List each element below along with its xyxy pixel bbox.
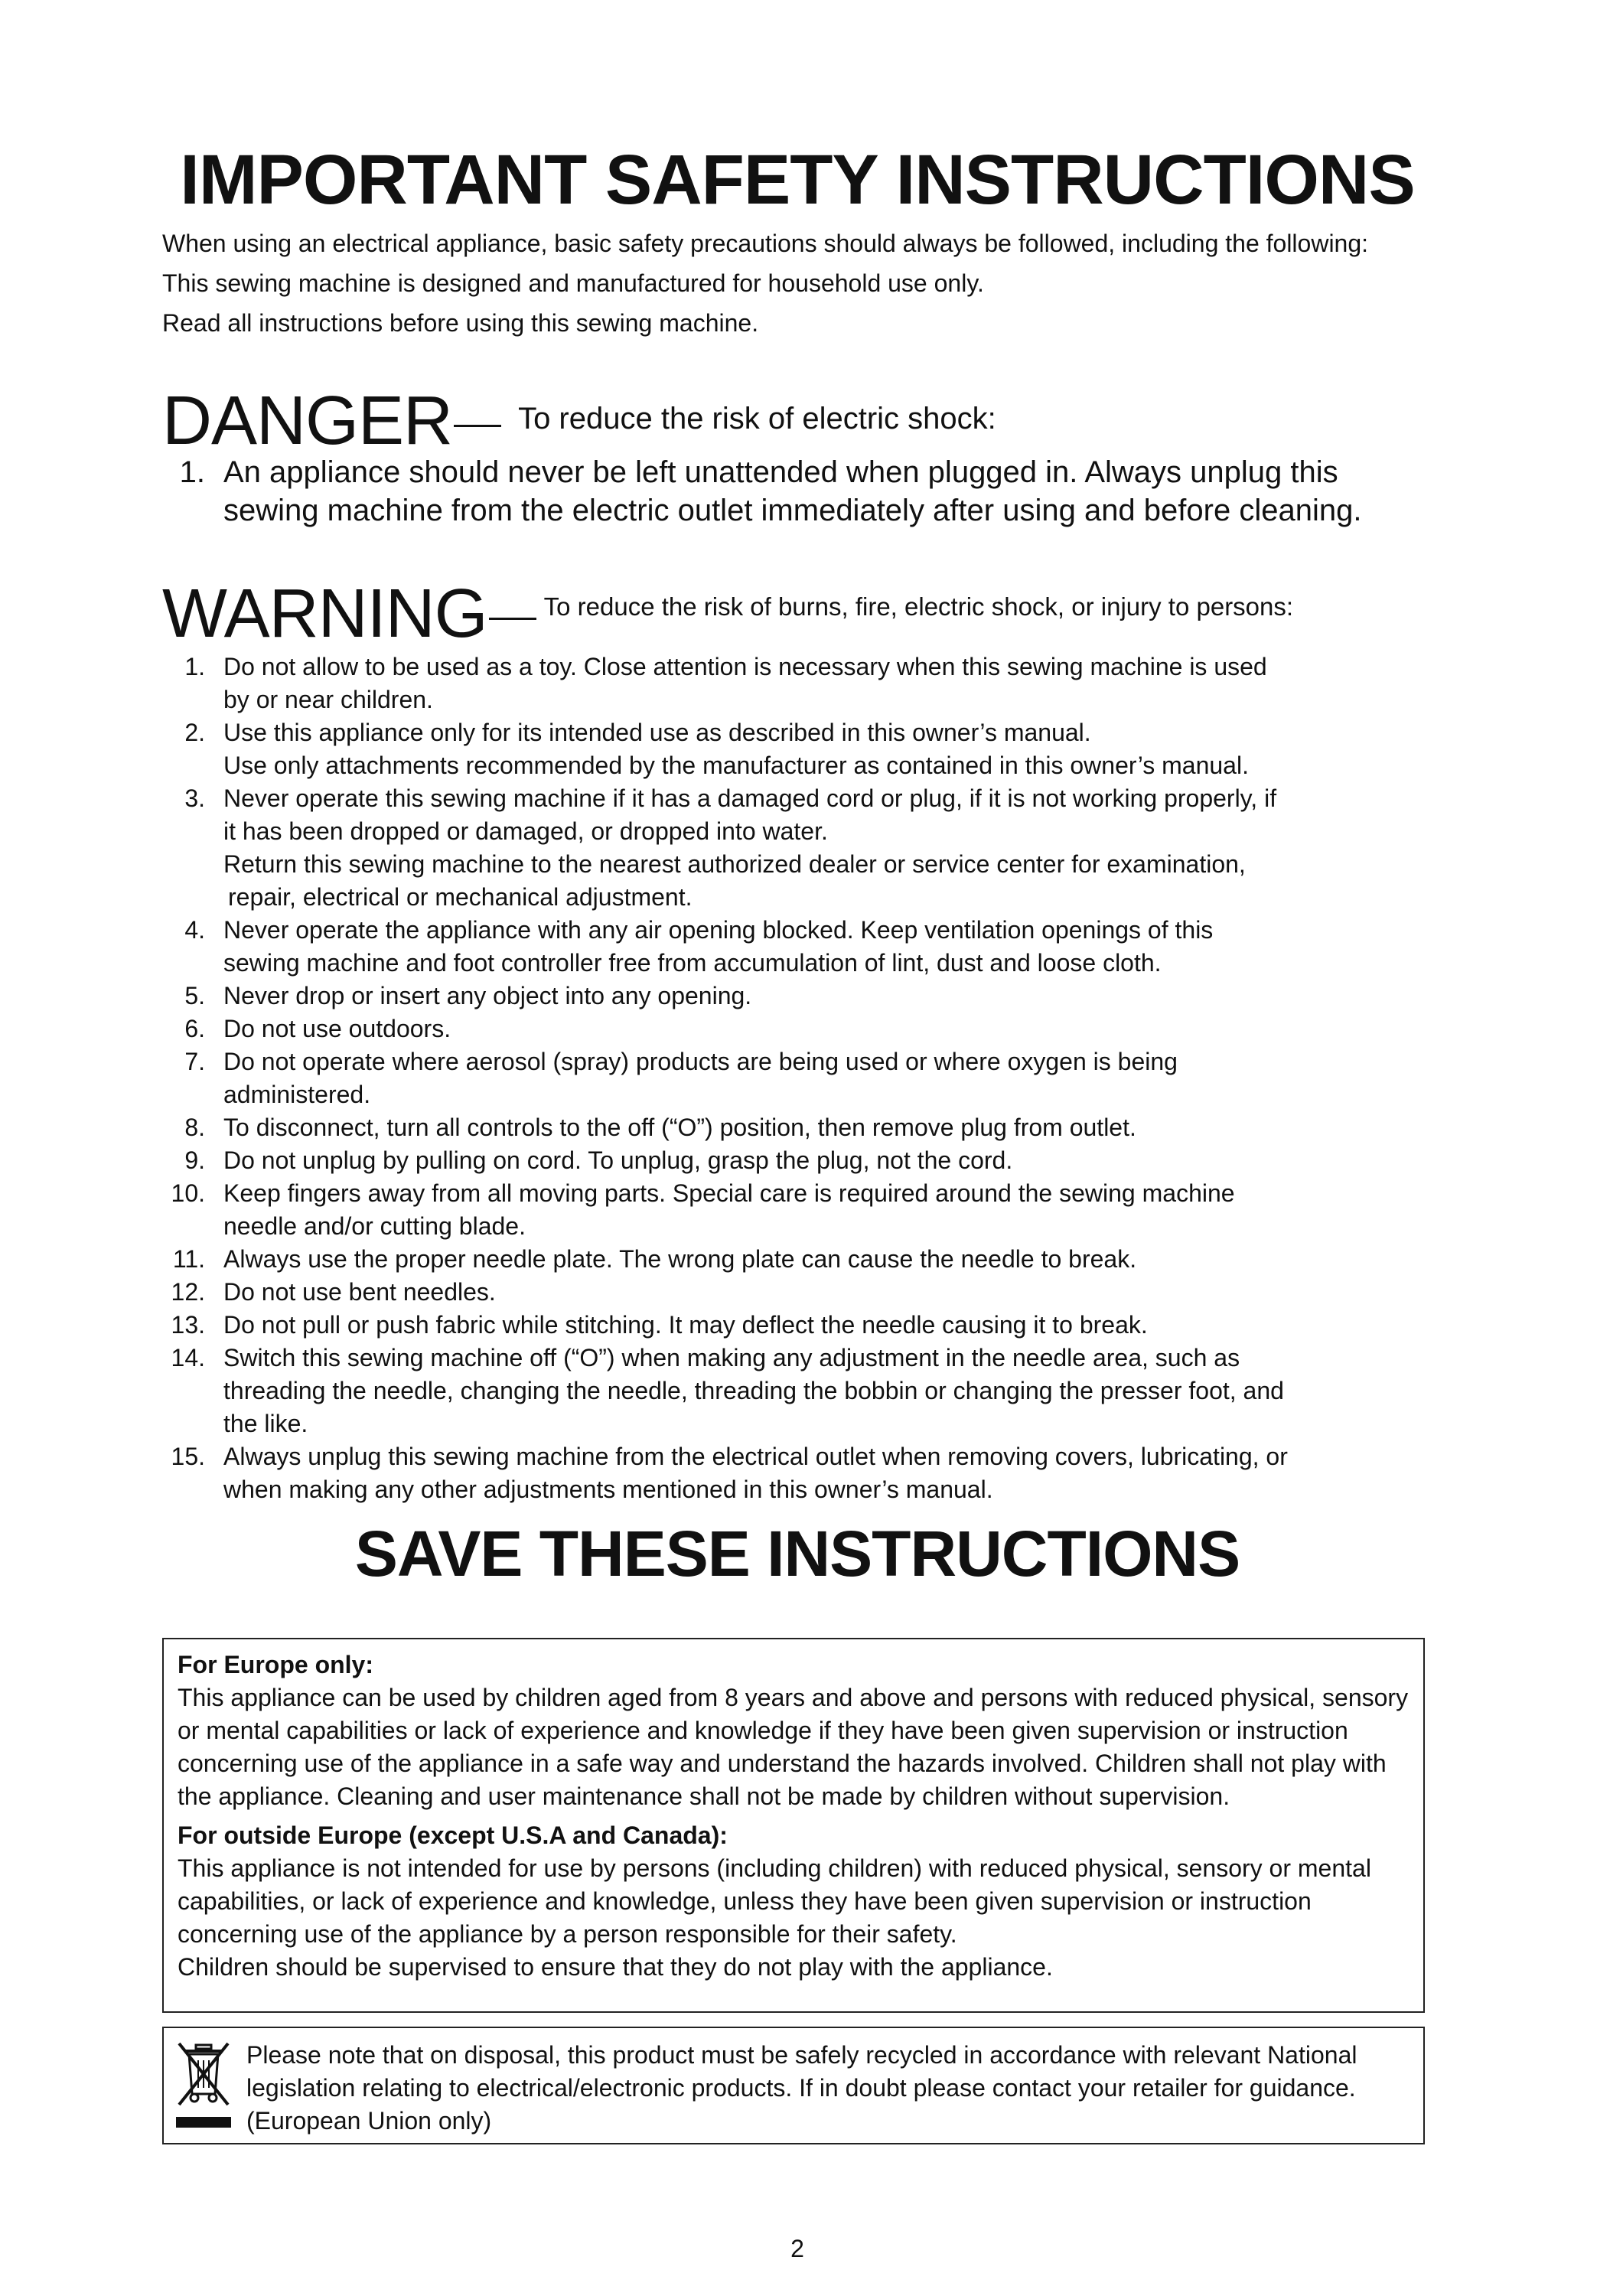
item-number: 3. (184, 784, 205, 812)
item-number: 6. (184, 1015, 205, 1042)
item-line: To disconnect, turn all controls to the off (“O”) position, then remove plug from outlet. (223, 1114, 1136, 1141)
item-line: Never operate the appliance with any air opening blocked. Keep ventilation openings of this (223, 916, 1214, 944)
dash-rule (489, 618, 536, 620)
disposal-notice-box (162, 2027, 1425, 2144)
item-number: 7. (184, 1048, 205, 1075)
item-line: it has been dropped or damaged, or dropped into water. (223, 817, 828, 845)
europe-text: This appliance can be used by children aged from 8 years and above and persons with reduced physical, sensory or mental capabilities or lack of experience and knowledge if they have been given supervision or instruction concerning use of the appliance in a safe way and understand the hazards involved. Children shall not play with the appliance. Cleaning and user maintenance shall not be made by children without supervision. (178, 1684, 1409, 1810)
item-line: Always unplug this sewing machine from the electrical outlet when removing covers, lubricating, or (223, 1443, 1288, 1470)
list-item (162, 980, 1432, 1013)
item-line: Never drop or insert any object into any opening. (223, 982, 752, 1009)
item-line: Do not use bent needles. (223, 1278, 496, 1306)
item-line: Do not operate where aerosol (spray) products are being used or where oxygen is being (223, 1048, 1178, 1075)
europe-heading: For Europe only: (178, 1651, 373, 1678)
item-line: Never operate this sewing machine if it has a damaged cord or plug, if it is not working properly, if (223, 784, 1277, 812)
item-number: 14. (171, 1344, 205, 1371)
outside-europe-heading: For outside Europe (except U.S.A and Canada): (178, 1821, 728, 1849)
item-number: 9. (184, 1146, 205, 1174)
list-item (162, 1243, 1432, 1276)
item-number: 10. (171, 1179, 205, 1207)
item-line: Switch this sewing machine off (“O”) when making any adjustment in the needle area, such as (223, 1344, 1240, 1371)
item-number: 8. (184, 1114, 205, 1141)
item-line: needle and/or cutting blade. (223, 1212, 526, 1240)
item-number: 4. (184, 916, 205, 944)
danger-subtitle: To reduce the risk of electric shock: (518, 402, 996, 435)
list-item (162, 1276, 1432, 1309)
list-item (162, 1309, 1432, 1342)
list-item (162, 453, 1417, 530)
item-line: when making any other adjustments mentioned in this owner’s manual. (223, 1476, 993, 1503)
item-line: Use this appliance only for its intended use as described in this owner’s manual. (223, 719, 1091, 746)
item-number: 13. (171, 1311, 205, 1339)
list-item (162, 914, 1432, 980)
list-item (162, 1342, 1432, 1440)
item-line: the like. (223, 1410, 308, 1437)
item-line: by or near children. (223, 686, 433, 713)
intro-paragraph: Read all instructions before using this sewing machine. (162, 309, 759, 337)
item-number: 15. (171, 1443, 205, 1470)
list-item (162, 1045, 1432, 1111)
item-line: Do not unplug by pulling on cord. To unplug, grasp the plug, not the cord. (223, 1146, 1013, 1174)
weee-crossed-bin-icon (176, 2040, 231, 2132)
item-line: Do not pull or push fabric while stitching. It may deflect the needle causing it to break. (223, 1311, 1148, 1339)
danger-list (162, 453, 1417, 530)
item-line: repair, electrical or mechanical adjustment. (228, 883, 693, 911)
warning-heading (162, 576, 1448, 652)
item-line: Do not allow to be used as a toy. Close attention is necessary when this sewing machine is used (223, 653, 1267, 680)
list-item (162, 716, 1432, 782)
danger-heading (162, 383, 1432, 459)
item-line: sewing machine and foot controller free from accumulation of lint, dust and loose cloth. (223, 949, 1162, 977)
item-number: 1. (179, 455, 205, 489)
item-number: 5. (184, 982, 205, 1009)
supervision-text: Children should be supervised to ensure that they do not play with the appliance. (178, 1953, 1053, 1981)
save-instructions-title: SAVE THESE INSTRUCTIONS (354, 1518, 1240, 1590)
list-item (162, 782, 1432, 914)
item-line: administered. (223, 1081, 371, 1108)
item-line: Do not use outdoors. (223, 1015, 451, 1042)
list-item (162, 1013, 1432, 1045)
europe-notice-box (162, 1638, 1425, 2013)
item-number: 1. (184, 653, 205, 680)
item-number: 12. (171, 1278, 205, 1306)
list-item (162, 1111, 1432, 1144)
list-item (162, 651, 1432, 716)
intro-paragraph: This sewing machine is designed and manufactured for household use only. (162, 269, 984, 297)
item-number: 11. (172, 1245, 205, 1273)
list-item (162, 1177, 1432, 1243)
intro-section (162, 227, 1432, 346)
item-line: Keep fingers away from all moving parts. Special care is required around the sewing machine (223, 1179, 1235, 1207)
danger-label: DANGER (162, 383, 453, 459)
item-line: Use only attachments recommended by the manufacturer as contained in this owner’s manual. (223, 752, 1249, 779)
warning-label: WARNING (162, 576, 487, 652)
disposal-text: Please note that on disposal, this product must be safely recycled in accordance with relevant National legislation relating to electrical/electronic products. If in doubt please contact your retailer for guidance. (European Union only) (246, 2041, 1357, 2135)
outside-europe-text: This appliance is not intended for use by persons (including children) with reduced physical, sensory or mental capabilities, or lack of experience and knowledge, unless they have been given supervision or instruction concerning use of the appliance by a person responsible for their safety. (178, 1854, 1371, 1948)
page-title: IMPORTANT SAFETY INSTRUCTIONS (180, 141, 1415, 219)
warning-list (162, 651, 1432, 1506)
list-item (162, 1144, 1432, 1177)
item-line: Always use the proper needle plate. The wrong plate can cause the needle to break. (223, 1245, 1137, 1273)
intro-paragraph: When using an electrical appliance, basic safety precautions should always be followed, including the following: (162, 230, 1369, 257)
dash-rule (454, 425, 501, 427)
item-number: 2. (184, 719, 205, 746)
warning-subtitle: To reduce the risk of burns, fire, electric shock, or injury to persons: (543, 592, 1294, 621)
item-line: Return this sewing machine to the nearest authorized dealer or service center for examination, (223, 850, 1246, 878)
list-item (162, 1440, 1432, 1506)
page-number: 2 (790, 2235, 804, 2262)
item-text: An appliance should never be left unattended when plugged in. Always unplug this sewing machine from the electric outlet immediately after using and before cleaning. (223, 455, 1362, 527)
item-line: threading the needle, changing the needle, threading the bobbin or changing the presser foot, and (223, 1377, 1284, 1404)
